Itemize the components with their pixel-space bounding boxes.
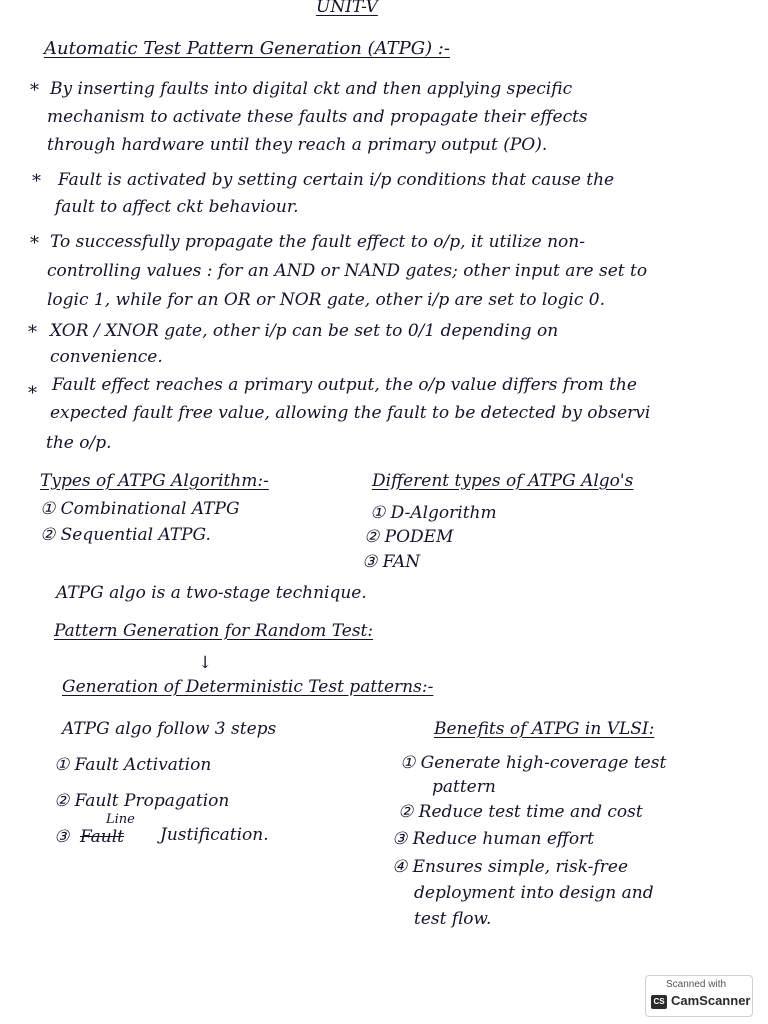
benefit-2: ② Reduce test time and cost <box>398 802 643 822</box>
benefit-4-line-1: ④ Ensures simple, risk-free <box>392 857 629 877</box>
two-stage-statement: ATPG algo is a two-stage technique. <box>56 583 367 603</box>
bullet-star-icon: * <box>32 171 41 192</box>
down-arrow-icon: ↓ <box>198 653 213 673</box>
step-1: ① Fault Activation <box>54 755 212 775</box>
types-item-1: ① Combinational ATPG <box>40 499 240 519</box>
types-heading: Types of ATPG Algorithm:- <box>40 471 269 491</box>
step-3-text: Justification. <box>160 825 269 845</box>
bullet-star-icon: * <box>28 322 37 343</box>
different-types-heading: Different types of ATPG Algo's <box>372 471 634 491</box>
step-3-inserted-word: Line <box>106 812 135 827</box>
benefit-4-line-2: deployment into design and <box>414 883 654 903</box>
step-2: ② Fault Propagation <box>54 791 230 811</box>
steps-heading: ATPG algo follow 3 steps <box>62 719 277 739</box>
bullet-5-line-1: Fault effect reaches a primary output, the o/p value differs from the <box>52 375 637 395</box>
types-item-2: ② Sequential ATPG. <box>40 525 211 545</box>
bullet-4-line-1: XOR / XNOR gate, other i/p can be set to 0/1 depending on <box>50 321 559 341</box>
benefit-3: ③ Reduce human effort <box>392 829 595 849</box>
bullet-star-icon: * <box>28 383 37 404</box>
camscanner-name: CamScanner <box>671 993 751 1008</box>
benefit-1-line-1: ① Generate high-coverage test <box>400 753 667 773</box>
bullet-1-line-2: mechanism to activate these faults and propagate their effects <box>47 107 588 127</box>
step-3-number: ③ <box>54 827 70 847</box>
bullet-5-line-2: expected fault free value, allowing the fault to be detected by observi <box>50 403 651 423</box>
pattern-random-heading: Pattern Generation for Random Test: <box>54 621 374 641</box>
benefits-heading: Benefits of ATPG in VLSI: <box>434 719 655 739</box>
bullet-2-line-1: Fault is activated by setting certain i/p conditions that cause the <box>58 170 615 190</box>
bullet-1-line-3: through hardware until they reach a primary output (PO). <box>47 135 548 155</box>
bullet-3-line-2: controlling values : for an AND or NAND gates; other input are set to <box>47 261 648 281</box>
step-3-struck-word: Fault <box>80 827 124 847</box>
bullet-2-line-2: fault to affect ckt behaviour. <box>55 197 299 217</box>
bullet-4-line-2: convenience. <box>50 347 163 367</box>
bullet-1-line-1: By inserting faults into digital ckt and then applying specific <box>50 79 573 99</box>
different-item-2: ② PODEM <box>364 527 454 547</box>
benefit-1-line-2: pattern <box>432 777 496 797</box>
bullet-5-line-3: the o/p. <box>46 433 112 453</box>
different-item-3: ③ FAN <box>362 552 421 572</box>
different-item-1: ① D-Algorithm <box>370 503 497 523</box>
bullet-3-line-1: To successfully propagate the fault effect to o/p, it utilize non- <box>50 232 585 252</box>
benefit-4-line-3: test flow. <box>414 909 492 929</box>
bullet-3-line-3: logic 1, while for an OR or NOR gate, other i/p are set to logic 0. <box>47 290 605 310</box>
camscanner-watermark <box>645 975 753 1017</box>
camscanner-logo-icon: CS <box>651 995 667 1009</box>
deterministic-heading: Generation of Deterministic Test patterns:- <box>62 677 434 697</box>
page-title: Automatic Test Pattern Generation (ATPG) :- <box>44 38 450 59</box>
bullet-star-icon: * <box>30 233 39 254</box>
scanned-with-label: Scanned with <box>666 979 727 990</box>
unit-heading: UNIT-V <box>316 0 378 17</box>
bullet-star-icon: * <box>30 80 39 101</box>
